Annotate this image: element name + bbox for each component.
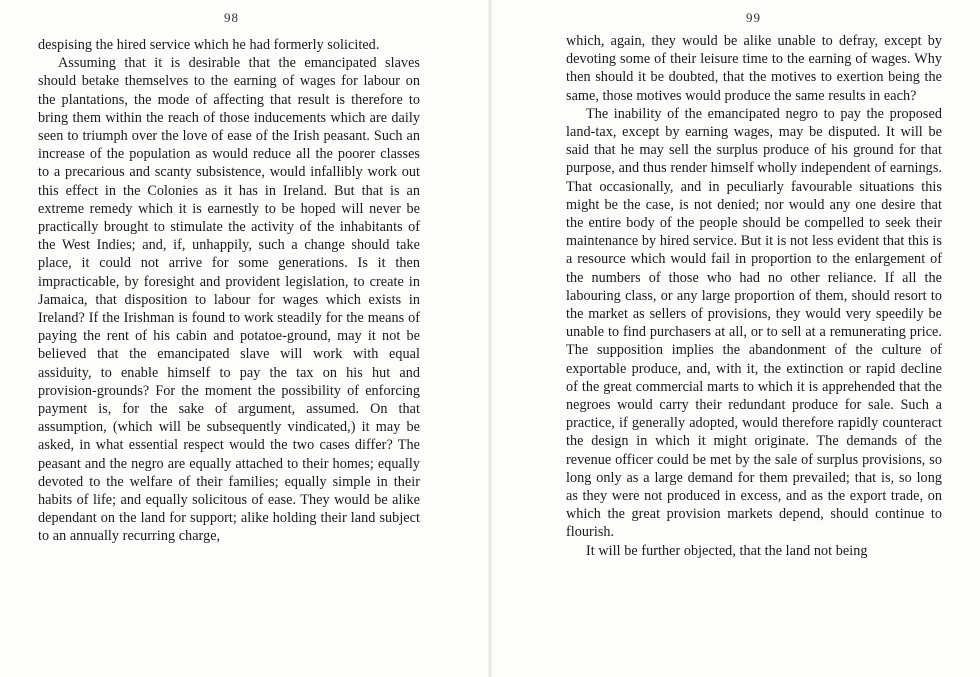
paragraph: which, again, they would be alike unable to defray, except by devoting some of their leisure time to the earning of wages. Why then should it be doubted, that the motives to exertion being the same, those motives would produce the same results in each? [566,33,942,104]
right-page [490,0,980,677]
paragraph: It will be further objected, that the land not being [586,542,868,559]
page-number: 98 [224,10,239,25]
paragraph: Assuming that it is desirable that the emancipated slaves should betake themselves to the earning of wages for labour on the plantations, the mode of affecting that result is therefore to bring them within the reach of those inducements which are daily seen to triumph over the love of ease of the Irish peasant. Such an increase of the population as would reduce all the poorer classes to a precarious and scanty subsistence, would infallibly work out this effect in the Colonies as it has in Ireland. But that is an extreme remedy which it is earnestly to be hoped will never be practically brought to stimulate the activity of the inhabitants of the West Indies; and, if, unhappily, such a change should take place, it could not arrive for some generations. Is it then impracticable, by foresight and provident legislation, to create in Jamaica, that disposition to labour for wages which exists in Ireland? If the Irishman is found to work steadily for the means of paying the rent of his cabin and potatoe-ground, may it not be believed that the emancipated slave will work with equal assiduity, to enable himself to pay the tax on his hut and provision-grounds? For the moment the possibility of enforcing payment is, for the sake of argument, assumed. On that assumption, (which will be subsequently vindicated,) it may be asked, in what essential respect would the two cases differ? The peasant and the negro are equally attached to their homes; equally devoted to the welfare of their families; equally simple in their habits of life; and equally solicitous of ease. They would be alike dependant on the land for support; alike holding their land subject to an annually recurring charge, [38,55,420,545]
page-number: 99 [746,10,761,25]
page-body [38,36,420,546]
page-body [566,32,942,560]
paragraph: The inability of the emancipated negro to pay the proposed land-tax, except by earning wages, may be disputed. It will be said that he may sell the surplus produce of his ground for that purpose, and thus render himself wholly independent of earnings. That occasionally, and in peculiarly favourable situations this might be the case, is not denied; nor would any one desire that the entire body of the people should be compelled to seek their maintenance by hired service. But it is not less evident that this is a resource which would fail in proportion to the enlargement of the numbers of those who had no other reliance. If all the labouring class, or any large proportion of them, should resort to the market as sellers of provisions, they would very speedily be unable to find purchasers at all, or to sell at a remunerating price. The supposition implies the abandonment of the culture of exportable produce, and, with it, the extinction or rapid decline of the great commercial marts to which it is apprehended that the negroes would carry their redundant produce for sale. Such a practice, if generally adopted, would therefore rapidly counteract the design in which it might originate. The demands of the revenue officer could be met by the sale of surplus provisions, so long only as a large demand for them prevailed; that is, so long as they were not produced in excess, and as the export trade, on which the great provision markets depend, should continue to flourish. [566,105,942,541]
paragraph: despising the hired service which he had formerly solicited. [38,37,380,53]
